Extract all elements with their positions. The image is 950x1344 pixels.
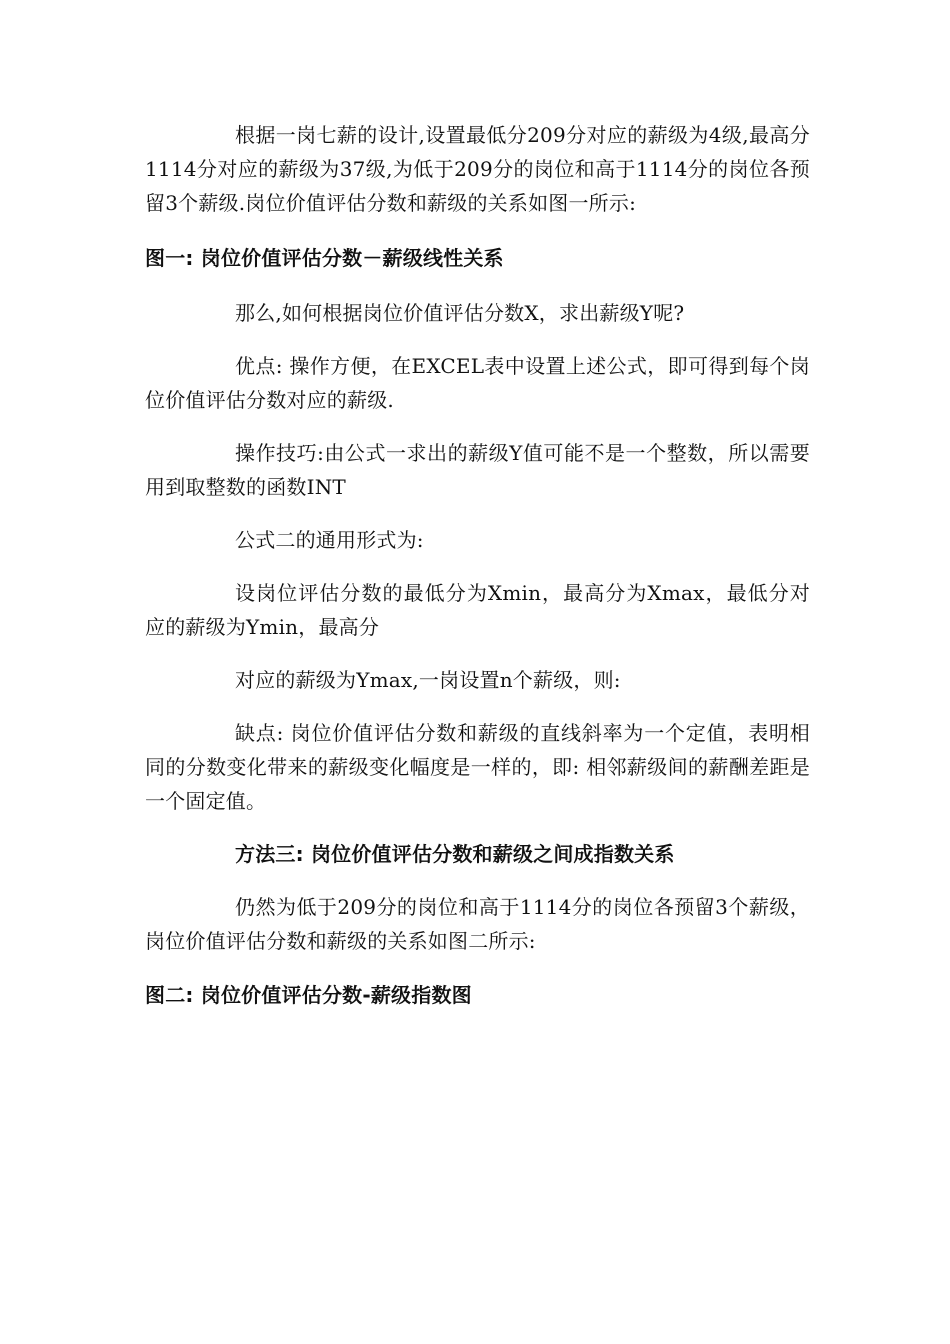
paragraph-tip: 操作技巧:由公式一求出的薪级Y值可能不是一个整数，所以需要用到取整数的函数INT [145,441,810,499]
document-page [145,118,810,1012]
paragraph-question: 那么,如何根据岗位价值评估分数X，求出薪级Y呢? [235,301,685,325]
paragraph-formula2: 公式二的通用形式为: [235,528,424,552]
paragraph-method3: 仍然为低于209分的岗位和高于1114分的岗位各预留3个薪级，岗位价值评估分数和薪级的关系如图二所示: [145,895,810,953]
paragraph-define: 设岗位评估分数的最低分为Xmin，最高分为Xmax，最低分对应的薪级为Ymin，最高分 [145,581,810,639]
paragraph-intro: 根据一岗七薪的设计,设置最低分209分对应的薪级为4级,最高分1114分对应的薪级为37级,为低于209分的岗位和高于1114分的岗位各预留3个薪级.岗位价值评估分数和薪级的关系如图一所示: [145,123,810,215]
paragraph-disadvantage: 缺点: 岗位价值评估分数和薪级的直线斜率为一个定值，表明相同的分数变化带来的薪级变化幅度是一样的，即: 相邻薪级间的薪酬差距是一个固定值。 [145,721,810,813]
figure2-caption: 图二: 岗位价值评估分数-薪级指数图 [145,983,472,1007]
method3-heading: 方法三: 岗位价值评估分数和薪级之间成指数关系 [235,842,675,866]
paragraph-advantage: 优点: 操作方便，在EXCEL表中设置上述公式，即可得到每个岗位价值评估分数对应的薪级. [145,354,810,412]
paragraph-define2: 对应的薪级为Ymax,一岗设置n个薪级，则: [235,668,621,692]
figure1-caption: 图一: 岗位价值评估分数－薪级线性关系 [145,246,504,270]
